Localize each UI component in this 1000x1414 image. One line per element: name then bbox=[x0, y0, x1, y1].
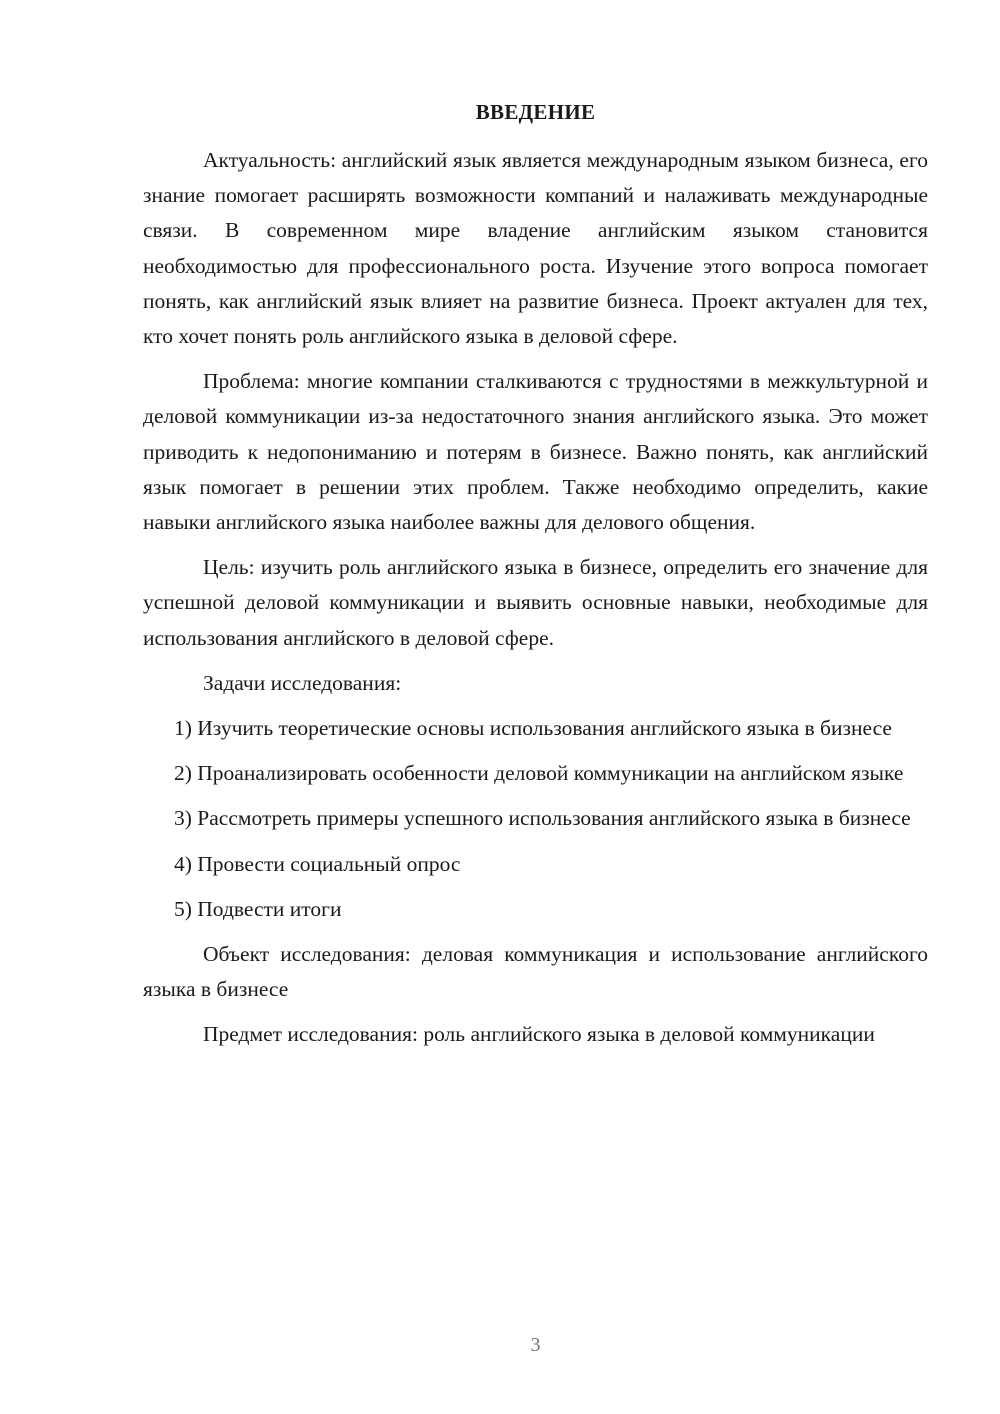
page-title: ВВЕДЕНИЕ bbox=[475, 100, 596, 124]
task-item: 5) Подвести итоги bbox=[174, 896, 342, 921]
tasks-list bbox=[143, 711, 928, 927]
goal-paragraph: Цель: изучить роль английского языка в бизнесе, определить его значение для успешной деловой коммуникации и выявить основные навыки, необходимые для использования английского в деловой сфере. bbox=[143, 555, 928, 650]
task-item: 1) Изучить теоретические основы использования английского языка в бизнесе bbox=[174, 716, 892, 741]
tasks-heading: Задачи исследования: bbox=[203, 670, 402, 695]
task-item: 3) Рассмотреть примеры успешного использования английского языка в бизнесе bbox=[174, 806, 911, 831]
task-item: 4) Провести социальный опрос bbox=[174, 851, 461, 876]
page-number: 3 bbox=[530, 1334, 541, 1356]
task-item: 2) Проанализировать особенности деловой коммуникации на английском языке bbox=[174, 761, 904, 786]
subject-paragraph: Предмет исследования: роль английского языка в деловой коммуникации bbox=[203, 1022, 875, 1047]
relevance-paragraph: Актуальность: английский язык является международным языком бизнеса, его знание помогает расширять возможности компаний и налаживать международные связи. В современном мире владение английским языком становится необходимостью для профессионального роста. Изучение этого вопроса помогает понять, как английский язык влияет на развитие бизнеса. Проект актуален для тех, кто хочет понять роль английского языка в деловой сфере. bbox=[143, 148, 928, 349]
problem-paragraph: Проблема: многие компании сталкиваются с трудностями в межкультурной и деловой коммуникации из-за недостаточного знания английского языка. Это может приводить к недопониманию и потерям в бизнесе. Важно понять, как английский язык помогает в решении этих проблем. Также необходимо определить, какие навыки английского языка наиболее важны для делового общения. bbox=[143, 369, 928, 535]
document-body bbox=[143, 143, 928, 1053]
object-paragraph: Объект исследования: деловая коммуникация и использование английского языка в бизнесе bbox=[143, 942, 928, 1002]
